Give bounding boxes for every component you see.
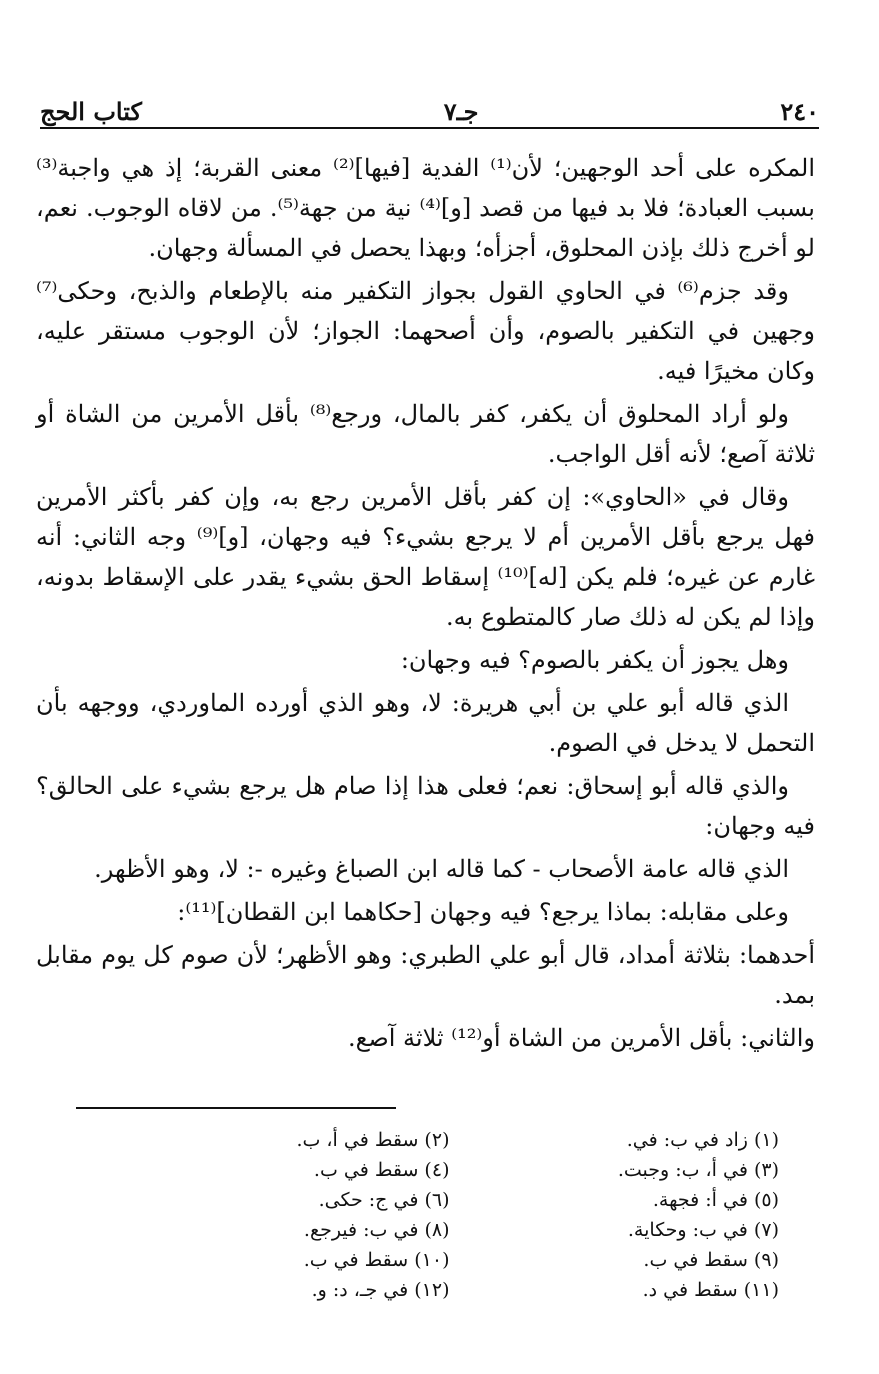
paragraph: ولو أراد المحلوق أن يكفر، كفر بالمال، ورجع⁽⁸⁾ بأقل الأمرين من الشاة أو ثلاثة آصع؛ لأنه أقل الواجب. bbox=[36, 400, 815, 468]
footnotes bbox=[150, 1125, 779, 1305]
paragraph: وقال في «الحاوي»: إن كفر بأقل الأمرين رجع به، وإن كفر بأكثر الأمرين فهل يرجع بأقل الأمرين أم لا يرجع بشيء؟ فيه وجهان، [و]⁽⁹⁾ وجه الثاني: أنه غارم عن غيره؛ فلم يكن [له]⁽¹⁰⁾ إسقاط الحق بشيء يقدر على الإسقاط بدونه، وإذا لم يكن له ذلك صار كالمتطوع به. bbox=[36, 483, 816, 631]
footnote-8: (٨) في ب: فيرجع. bbox=[303, 1219, 450, 1241]
footnote-5: (٥) في أ: فجهة. bbox=[652, 1189, 779, 1211]
footnote-1: (١) زاد في ب: في. bbox=[626, 1129, 779, 1151]
paragraph: والذي قاله أبو إسحاق: نعم؛ فعلى هذا إذا صام هل يرجع بشيء على الحالق؟ فيه وجهان: bbox=[36, 772, 815, 840]
paragraph: الذي قاله أبو علي بن أبي هريرة: لا، وهو الذي أورده الماوردي، ووجهه بأن التحمل لا يدخل في الصوم. bbox=[36, 689, 815, 757]
footnote-12: (١٢) في جـ، د: و. bbox=[311, 1279, 450, 1301]
footnote-9: (٩) سقط في ب. bbox=[643, 1249, 779, 1271]
volume-label: جـ٧ bbox=[443, 97, 479, 126]
footnote-4: (٤) سقط في ب. bbox=[313, 1159, 450, 1181]
paragraph: وهل يجوز أن يكفر بالصوم؟ فيه وجهان: bbox=[400, 646, 789, 674]
footnote-11: (١١) سقط في د. bbox=[642, 1279, 779, 1301]
footnote-2: (٢) سقط في أ، ب. bbox=[296, 1129, 450, 1151]
paragraph: الذي قاله عامة الأصحاب - كما قاله ابن الصباغ وغيره -: لا، وهو الأظهر. bbox=[94, 855, 789, 883]
body-text bbox=[36, 148, 815, 1061]
paragraph: وعلى مقابله: بماذا يرجع؟ فيه وجهان [حكاهما ابن القطان]⁽¹¹⁾: bbox=[177, 898, 789, 926]
paragraph: المكره على أحد الوجهين؛ لأن⁽¹⁾ الفدية [فيها]⁽²⁾ معنى القربة؛ إذ هي واجبة⁽³⁾ بسبب العبادة؛ فلا بد فيها من قصد [و]⁽⁴⁾ نية من جهة⁽⁵⁾. من لاقاه الوجوب. نعم، لو أخرج ذلك بإذن المحلوق، أجزأه؛ وبهذا يحصل في المسألة وجهان. bbox=[36, 154, 815, 262]
footnote-6: (٦) في ج: حكى. bbox=[318, 1189, 450, 1211]
footnote-10: (١٠) سقط في ب. bbox=[303, 1249, 450, 1271]
paragraph: أحدهما: بثلاثة أمداد، قال أبو علي الطبري: وهو الأظهر؛ لأن صوم كل يوم مقابل بمد. bbox=[36, 941, 815, 1009]
page-number: ٢٤٠ bbox=[780, 97, 819, 126]
header-rule bbox=[40, 127, 819, 129]
book-title: كتاب الحج bbox=[40, 97, 142, 126]
footnote-rule bbox=[76, 1107, 396, 1109]
paragraph: والثاني: بأقل الأمرين من الشاة أو⁽¹²⁾ ثلاثة آصع. bbox=[347, 1024, 815, 1052]
running-header bbox=[40, 86, 819, 126]
paragraph: وقد جزم⁽⁶⁾ في الحاوي القول بجواز التكفير منه بالإطعام والذبح، وحكى⁽⁷⁾ وجهين في التكفير بالصوم، وأن أصحهما: الجواز؛ لأن الوجوب مستقر عليه، وكان مخيرًا فيه. bbox=[36, 277, 815, 385]
footnote-7: (٧) في ب: وحكاية. bbox=[627, 1219, 779, 1241]
footnote-3: (٣) في أ، ب: وجبت. bbox=[617, 1159, 779, 1181]
